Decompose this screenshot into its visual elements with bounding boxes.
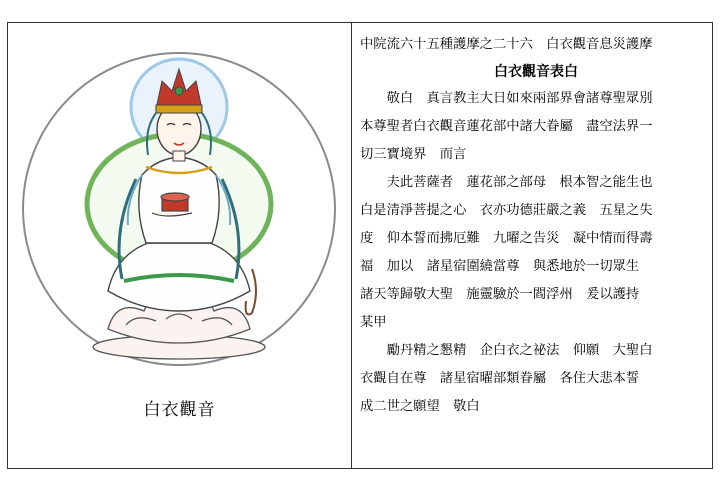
body-line: 白是清淨菩提之心 衣亦功德莊嚴之義 五星之失 — [360, 203, 653, 218]
body-line: 成二世之願望 敬白 — [360, 399, 480, 414]
body-line: 本尊聖者白衣觀音蓮花部中諸大眷屬 盡空法界一 — [360, 119, 653, 134]
body-line: 某甲 — [360, 315, 387, 330]
document-title: 白衣觀音表白 — [494, 64, 578, 80]
body-line: 敬白 真言教主大日如來兩部界會諸尊聖眾別 — [360, 91, 653, 106]
body-line: 勵丹精之懇精 企白衣之祕法 仰願 大聖白 — [360, 343, 653, 358]
illustration-caption: 白衣觀音 — [143, 400, 216, 420]
illustration-panel — [8, 23, 351, 468]
body-line: 夫此菩薩者 蓮花部之部母 根本智之能生也 — [360, 175, 653, 190]
text-panel — [360, 33, 712, 463]
body-line: 衣觀自在尊 諸星宿曜部類眷屬 各住大悲本誓 — [360, 371, 640, 386]
body-line: 諸天等歸敬大聖 施靈驗於一閻浮州 爰以護持 — [360, 287, 640, 302]
white-robed-avalokitesvara-illustration — [16, 29, 342, 389]
body-line: 切三寶境界 而言 — [360, 147, 467, 162]
body-line: 度 仰本誓而拂厄難 九曜之告災 凝中情而得壽 — [360, 231, 653, 246]
document-frame — [7, 22, 713, 469]
column-divider — [351, 23, 352, 468]
header-line: 中院流六十五種護摩之二十六 白衣觀音息災護摩 — [360, 37, 653, 52]
body-line: 福 加以 諸星宿圍繞當尊 與悉地於一切眾生 — [360, 259, 640, 274]
